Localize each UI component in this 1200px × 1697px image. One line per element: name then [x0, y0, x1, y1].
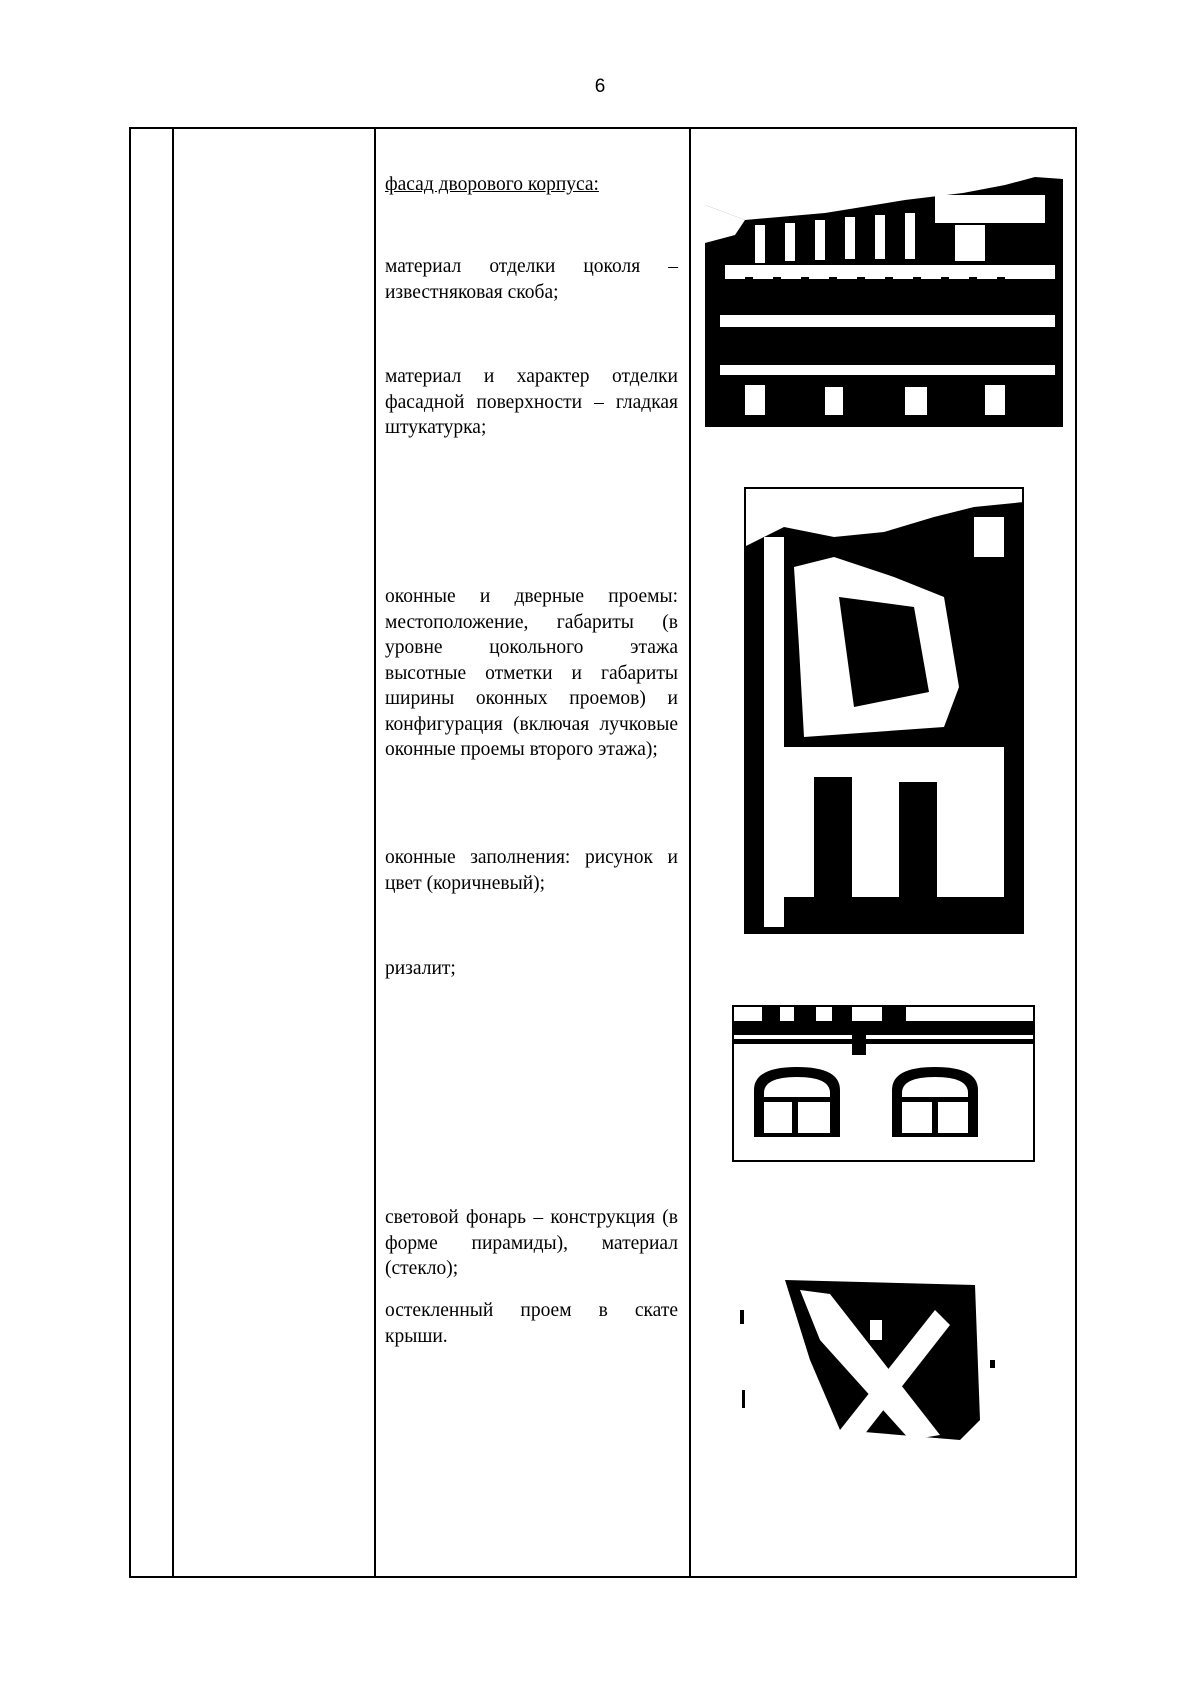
window-fillings-item: оконные заполнения: рисунок и цвет (коричневый); [385, 847, 678, 894]
column-divider-3 [689, 129, 691, 1576]
roof-skylight-photo [730, 1280, 1005, 1455]
facade-surface-item: материал и характер отделки фасадной поверхности – гладкая штукатурка; [385, 366, 678, 438]
skylight-item: световой фонарь – конструкция (в форме пирамиды), материал (стекло); [385, 1207, 678, 1279]
plinth-finish-item: материал отделки цоколя – известняковая скоба; [385, 256, 678, 303]
window-door-openings-item: оконные и дверные проемы: местоположение, габариты (в уровне цокольного этажа высотные отметки и габариты ширины оконных проемов) и конфигурация (включая лучковые оконные проемы второго этажа); [385, 586, 678, 760]
courtyard-facade-heading: фасад дворового корпуса: [385, 174, 599, 195]
arched-windows-photo [732, 1005, 1035, 1162]
page-number: 6 [594, 76, 606, 97]
courtyard-facade-photo [705, 165, 1063, 427]
risalit-item: ризалит; [385, 958, 456, 979]
roof-glazing-item: остекленный проем в скате крыши. [385, 1300, 678, 1347]
column-divider-1 [172, 129, 174, 1576]
building-corner-photo [744, 487, 1024, 934]
column-divider-2 [374, 129, 376, 1576]
